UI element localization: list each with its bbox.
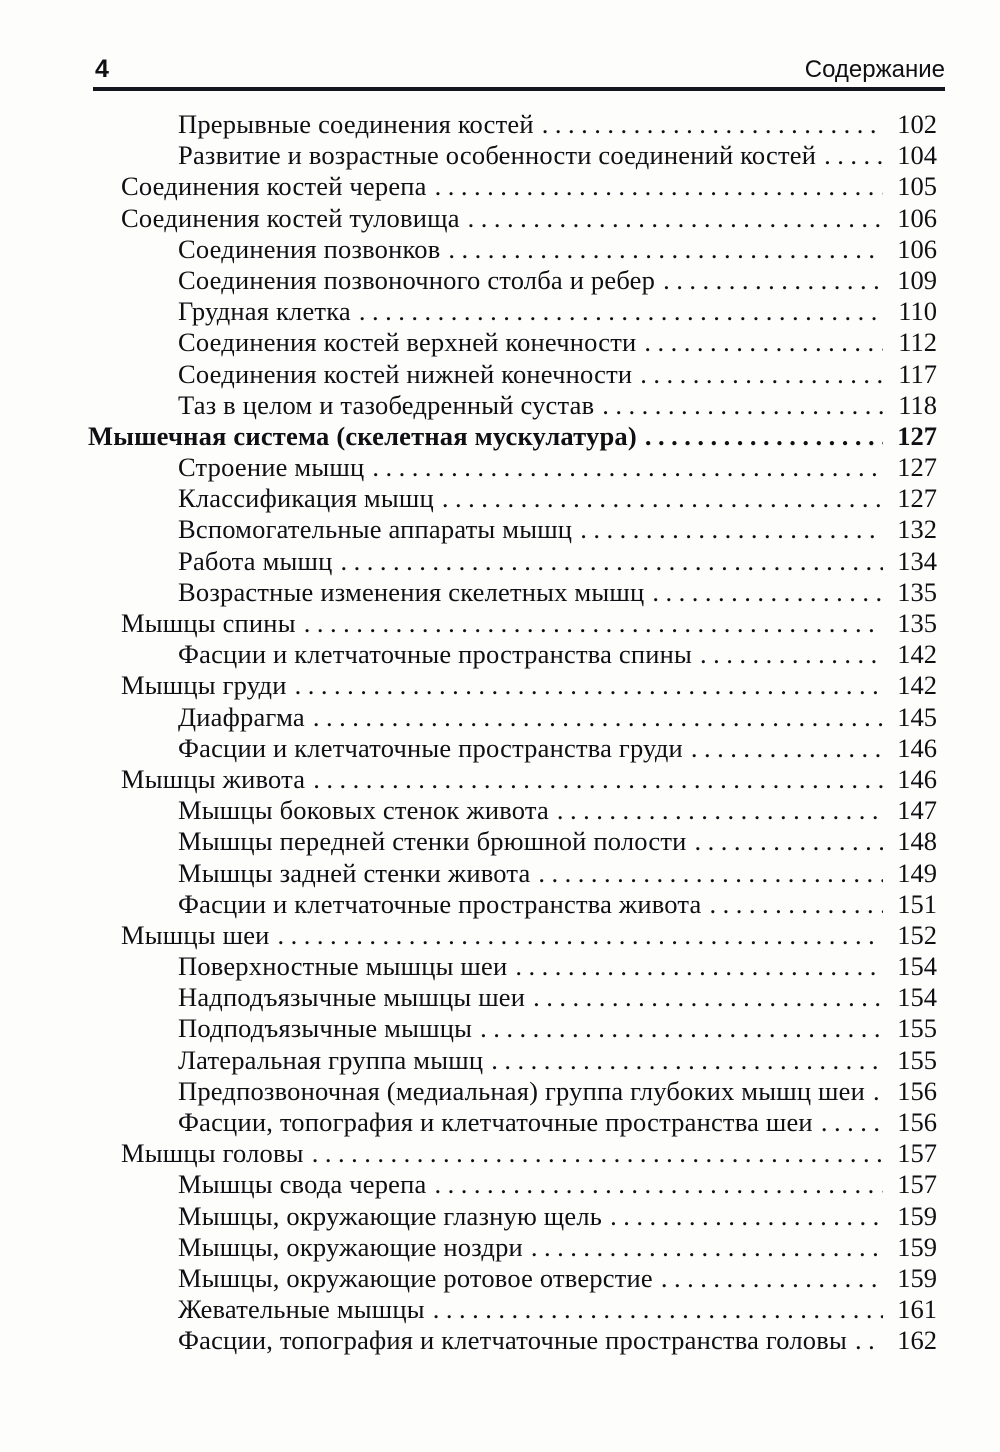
- toc-entry-page: 157: [897, 1169, 937, 1200]
- toc-entry: [88, 359, 937, 390]
- dot-leader: [433, 1294, 883, 1325]
- dot-leader: [695, 826, 883, 857]
- dot-leader: [372, 452, 883, 483]
- toc-entry-label: Соединения костей нижней конечности: [178, 358, 633, 389]
- toc-entry-label: Мышцы головы: [121, 1138, 304, 1169]
- toc-entry: [88, 390, 937, 421]
- toc-entry-label: Подподъязычные мышцы: [178, 1013, 473, 1044]
- dot-leader: [304, 608, 883, 639]
- toc-entry-label: Развитие и возрастные особенности соединений костей: [178, 140, 817, 171]
- toc-entry-page: 146: [897, 763, 937, 794]
- toc-entry-label: Мышцы, окружающие ротовое отверстие: [178, 1262, 653, 1293]
- toc-entry-label: Мышцы боковых стенок живота: [178, 795, 549, 826]
- dot-leader: [313, 702, 883, 733]
- dot-leader: [661, 1263, 883, 1294]
- dot-leader: [855, 1325, 883, 1356]
- dot-leader: [640, 359, 883, 390]
- toc-entry-page: 106: [897, 233, 937, 264]
- toc-entry-label: Вспомогательные аппараты мышц: [178, 514, 573, 545]
- toc-entry: [88, 1201, 937, 1232]
- toc-entry-label: Работа мышц: [178, 545, 333, 576]
- dot-leader: [341, 546, 883, 577]
- toc-entry: [88, 577, 937, 608]
- toc-entry-page: 109: [897, 264, 937, 295]
- toc-entry: [88, 795, 937, 826]
- toc-entry-label: Фасции и клетчаточные пространства груди: [178, 732, 683, 763]
- toc-entry-page: 145: [897, 701, 937, 732]
- dot-leader: [295, 670, 883, 701]
- dot-leader: [442, 483, 883, 514]
- header-title: Содержание: [804, 56, 945, 83]
- toc-entry: [88, 1076, 937, 1107]
- toc-entry-page: 152: [897, 919, 937, 950]
- toc-entry-page: 106: [897, 202, 937, 233]
- toc-entry-label: Диафрагма: [178, 701, 305, 732]
- toc-entry: [88, 109, 937, 140]
- dot-leader: [538, 858, 883, 889]
- toc-entry: [88, 452, 937, 483]
- toc-entry: [88, 858, 937, 889]
- toc-entry-label: Латеральная группа мышц: [178, 1044, 484, 1075]
- toc-entry-page: 159: [897, 1200, 937, 1231]
- toc-entry-page: 159: [897, 1262, 937, 1293]
- dot-leader: [531, 1232, 883, 1263]
- toc-entry-page: 135: [897, 576, 937, 607]
- header-rule: [93, 87, 945, 91]
- toc-entry-page: 155: [897, 1044, 937, 1075]
- dot-leader: [610, 1201, 883, 1232]
- toc-entry-page: 149: [897, 857, 937, 888]
- dot-leader: [709, 889, 883, 920]
- dot-leader: [359, 296, 883, 327]
- toc-entry-page: 148: [897, 826, 937, 857]
- toc-entry-page: 132: [897, 514, 937, 545]
- toc-entry-label: Мышцы задней стенки живота: [178, 857, 531, 888]
- toc-entry-page: 112: [898, 327, 937, 358]
- dot-leader: [824, 140, 883, 171]
- dot-leader: [435, 171, 883, 202]
- toc-entry-page: 159: [897, 1231, 937, 1262]
- dot-leader: [468, 203, 883, 234]
- toc-entry-page: 104: [897, 140, 937, 171]
- toc-entry-label: Мышцы, окружающие ноздри: [178, 1231, 523, 1262]
- toc-entry-page: 161: [897, 1294, 937, 1325]
- toc-entry-page: 105: [897, 171, 937, 202]
- toc-entry: [88, 1169, 937, 1200]
- toc-entry-label: Мышцы шеи: [121, 919, 270, 950]
- toc-entry: [88, 826, 937, 857]
- dot-leader: [821, 1107, 883, 1138]
- dot-leader: [542, 109, 883, 140]
- toc-entry-page: 162: [897, 1325, 937, 1356]
- toc-entry: [88, 702, 937, 733]
- toc-entry-page: 127: [897, 452, 937, 483]
- toc-entry-page: 147: [897, 795, 937, 826]
- toc-entry-page: 142: [897, 670, 937, 701]
- dot-leader: [278, 920, 883, 951]
- toc-entry-label: Жевательные мышцы: [178, 1294, 425, 1325]
- toc-entry-label: Мышцы свода черепа: [178, 1169, 427, 1200]
- dot-leader: [700, 639, 883, 670]
- toc-entry-page: 157: [897, 1138, 937, 1169]
- toc-entry: [88, 234, 937, 265]
- toc-entry-page: 117: [898, 358, 937, 389]
- toc-entry-label: Соединения позвоночного столба и ребер: [178, 264, 656, 295]
- toc-entry-page: 146: [897, 732, 937, 763]
- toc-entry-page: 154: [897, 951, 937, 982]
- dot-leader: [602, 390, 883, 421]
- toc-entry-label: Соединения позвонков: [178, 233, 441, 264]
- dot-leader: [645, 421, 883, 452]
- toc-entry-page: 110: [898, 296, 937, 327]
- running-head: [95, 55, 945, 84]
- toc-entry: [88, 764, 937, 795]
- toc-entry-page: 156: [897, 1075, 937, 1106]
- dot-leader: [873, 1076, 883, 1107]
- dot-leader: [691, 733, 883, 764]
- toc-entry-label: Соединения костей черепа: [121, 171, 427, 202]
- toc-entry: [88, 608, 937, 639]
- toc-entry-label: Соединения костей туловища: [121, 202, 460, 233]
- toc-entry-label: Соединения костей верхней конечности: [178, 327, 637, 358]
- toc-entry-label: Мышцы, окружающие глазную щель: [178, 1200, 603, 1231]
- toc-entry-label: Предпозвоночная (медиальная) группа глубоких мышц шеи: [178, 1075, 865, 1106]
- dot-leader: [515, 951, 883, 982]
- dot-leader: [312, 1138, 883, 1169]
- dot-leader: [480, 1013, 883, 1044]
- toc-entry-label: Возрастные изменения скелетных мышц: [178, 576, 645, 607]
- toc-entry-page: 142: [897, 639, 937, 670]
- toc-entry: [88, 421, 937, 452]
- toc-entry: [88, 1325, 937, 1356]
- toc-entry-label: Поверхностные мышцы шеи: [178, 951, 508, 982]
- toc-entry-label: Мышцы груди: [121, 670, 287, 701]
- toc-entry: [88, 920, 937, 951]
- toc-entry: [88, 171, 937, 202]
- toc-entry: [88, 203, 937, 234]
- toc-entry-label: Мышцы живота: [121, 763, 306, 794]
- toc-entry-label: Строение мышц: [178, 452, 365, 483]
- dot-leader: [644, 327, 883, 358]
- toc-entry: [88, 1232, 937, 1263]
- toc-entry-label: Мышцы спины: [121, 608, 296, 638]
- page-number: 4: [95, 55, 110, 83]
- toc-entry: [88, 296, 937, 327]
- toc-entry: [88, 982, 937, 1013]
- toc-entry-page: 127: [897, 420, 937, 451]
- toc-entry-page: 102: [897, 109, 937, 139]
- dot-leader: [580, 514, 883, 545]
- toc-entry: [88, 327, 937, 358]
- toc-entry-label: Фасции, топография и клетчаточные пространства головы: [178, 1325, 847, 1356]
- dot-leader: [652, 577, 883, 608]
- toc-entry-label: Грудная клетка: [178, 296, 351, 327]
- toc-entry-page: 134: [897, 545, 937, 576]
- toc-entry: [88, 889, 937, 920]
- dot-leader: [533, 982, 883, 1013]
- toc-entry-label: Мышцы передней стенки брюшной полости: [178, 826, 687, 857]
- toc-entry-page: 155: [897, 1013, 937, 1044]
- toc-entry-label: Мышечная система (скелетная мускулатура): [88, 420, 637, 451]
- dot-leader: [313, 764, 883, 795]
- toc-entry: [88, 1045, 937, 1076]
- toc-entry: [88, 546, 937, 577]
- toc-entry-label: Надподъязычные мышцы шеи: [178, 982, 526, 1013]
- toc-entry-page: 151: [897, 888, 937, 919]
- toc-entry: [88, 639, 937, 670]
- toc-entry: [88, 483, 937, 514]
- toc-entry-label: Фасции и клетчаточные пространства спины: [178, 639, 692, 670]
- toc-entry: [88, 1294, 937, 1325]
- toc-entry-label: Прерывные соединения костей: [178, 109, 534, 139]
- toc-entry: [88, 265, 937, 296]
- toc-entry-label: Таз в целом и тазобедренный сустав: [178, 389, 595, 420]
- toc-entry: [88, 1263, 937, 1294]
- toc-entry: [88, 140, 937, 171]
- dot-leader: [663, 265, 883, 296]
- toc-entry: [88, 670, 937, 701]
- dot-leader: [434, 1169, 883, 1200]
- dot-leader: [491, 1045, 883, 1076]
- toc-entry-page: 154: [897, 982, 937, 1013]
- toc-entry-label: Фасции, топография и клетчаточные пространства шеи: [178, 1107, 813, 1137]
- dot-leader: [448, 234, 883, 265]
- toc-entry: [88, 1013, 937, 1044]
- toc-entry: [88, 1138, 937, 1169]
- toc-entry: [88, 951, 937, 982]
- toc-entry-label: Фасции и клетчаточные пространства живота: [178, 888, 702, 919]
- toc-entry-page: 156: [897, 1107, 937, 1137]
- toc-entry-page: 127: [897, 483, 937, 514]
- toc-entry-page: 118: [898, 389, 937, 420]
- toc-entry: [88, 733, 937, 764]
- toc-entry-label: Классификация мышц: [178, 483, 434, 514]
- toc-entry: [88, 1107, 937, 1138]
- toc-entry-page: 135: [897, 608, 937, 638]
- toc-list: [88, 109, 937, 1357]
- toc-entry: [88, 514, 937, 545]
- dot-leader: [557, 795, 883, 826]
